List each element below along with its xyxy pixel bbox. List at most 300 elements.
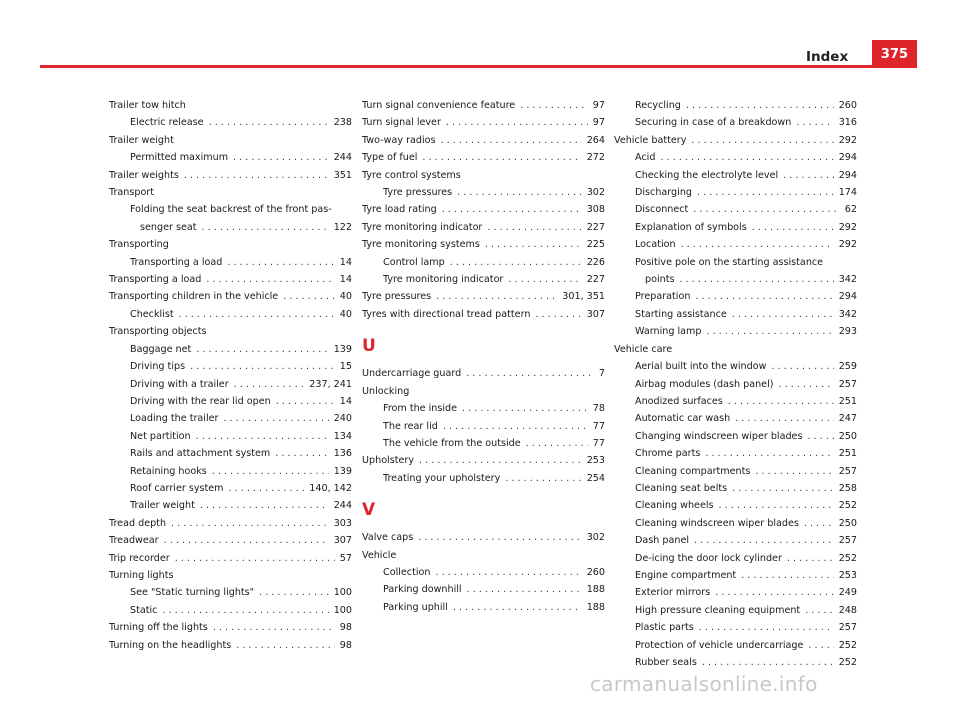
dot-leader bbox=[462, 400, 588, 417]
index-subentry bbox=[614, 445, 857, 462]
index-entry-label: Cleaning seat belts bbox=[635, 482, 728, 494]
index-subentry bbox=[614, 288, 857, 305]
index-entry-page: 303 bbox=[333, 517, 352, 529]
index-column-3 bbox=[614, 97, 857, 671]
index-entry-label: Positive pole on the starting assistance bbox=[635, 256, 824, 268]
dot-leader bbox=[752, 219, 834, 236]
index-entry bbox=[109, 201, 352, 236]
index-entry-page: 302 bbox=[586, 187, 605, 199]
index-entry-page: 293 bbox=[838, 326, 857, 338]
index-entry-page: 100 bbox=[333, 604, 352, 616]
index-subentry bbox=[614, 497, 857, 514]
index-entry-page: 316 bbox=[838, 117, 857, 129]
index-subentry bbox=[109, 428, 352, 445]
index-entry-label: Tyre pressures bbox=[362, 291, 432, 303]
dot-leader bbox=[695, 288, 833, 305]
index-entry-page: 15 bbox=[339, 361, 352, 373]
index-entry-page: 264 bbox=[586, 134, 605, 146]
index-entry-page: 136 bbox=[333, 448, 352, 460]
index-entry-page: 342 bbox=[838, 308, 857, 320]
index-entry-label: Cleaning windscreen wiper blades bbox=[635, 517, 799, 529]
index-entry-page: 292 bbox=[838, 221, 857, 233]
dot-leader bbox=[508, 271, 581, 288]
index-subentry bbox=[362, 581, 605, 598]
index-entry-page: 294 bbox=[838, 169, 857, 181]
dot-leader bbox=[276, 393, 335, 410]
index-subentry bbox=[614, 637, 857, 654]
index-entry-page: 247 bbox=[838, 413, 857, 425]
index-subentry bbox=[362, 470, 605, 487]
index-subentry bbox=[614, 358, 857, 375]
index-entry-page: 140, 142 bbox=[309, 482, 352, 494]
index-entry-page: 40 bbox=[339, 308, 352, 320]
dot-leader bbox=[466, 365, 594, 382]
index-entry-page: 14 bbox=[339, 395, 352, 407]
index-entry-label: Turning on the headlights bbox=[109, 639, 232, 651]
index-entry bbox=[109, 550, 352, 567]
section-letter-heading: V bbox=[362, 500, 376, 521]
dot-leader bbox=[681, 236, 834, 253]
index-subentry bbox=[614, 114, 857, 131]
index-subentry bbox=[109, 497, 352, 514]
index-entry-page: 97 bbox=[592, 100, 605, 111]
index-entry-page: 307 bbox=[333, 535, 352, 547]
index-entry-page: 7 bbox=[598, 368, 605, 380]
index-entry-label: Warning lamp bbox=[635, 326, 702, 338]
dot-leader bbox=[422, 149, 581, 166]
index-entry-page: 134 bbox=[333, 430, 352, 442]
index-entry bbox=[362, 365, 605, 382]
index-entry-label: Chrome parts bbox=[635, 448, 701, 460]
dot-leader bbox=[808, 637, 833, 654]
dot-leader bbox=[196, 341, 328, 358]
index-entry-page: 252 bbox=[838, 657, 857, 668]
dot-leader bbox=[693, 201, 839, 218]
index-subentry bbox=[109, 254, 352, 271]
index-entry-label: Turn signal convenience feature bbox=[362, 100, 516, 111]
index-entry-label: Checking the electrolyte level bbox=[635, 169, 779, 181]
index-entry bbox=[362, 452, 605, 469]
watermark: carmanualsonline.info bbox=[590, 672, 818, 696]
index-entry-label: Starting assistance bbox=[635, 308, 727, 320]
index-entry-label: Acid bbox=[635, 152, 656, 164]
dot-leader bbox=[233, 149, 329, 166]
index-entry-label: Automatic car wash bbox=[635, 413, 731, 425]
dot-leader bbox=[732, 480, 834, 497]
index-entry bbox=[109, 323, 352, 340]
index-entry-label: Trailer tow hitch bbox=[109, 100, 186, 111]
index-subentry bbox=[614, 602, 857, 619]
index-subentry bbox=[109, 149, 352, 166]
index-entry-page: 253 bbox=[586, 455, 605, 467]
index-entry-label: The rear lid bbox=[383, 420, 438, 432]
dot-leader bbox=[706, 323, 833, 340]
index-entry bbox=[362, 306, 605, 323]
index-subentry bbox=[362, 435, 605, 452]
index-subentry bbox=[109, 306, 352, 323]
dot-leader bbox=[686, 97, 834, 114]
section-letter-heading: U bbox=[362, 336, 376, 357]
index-entry bbox=[614, 254, 857, 289]
index-entry-page: 250 bbox=[838, 517, 857, 529]
dot-leader bbox=[206, 271, 334, 288]
dot-leader bbox=[804, 515, 834, 532]
dot-leader bbox=[227, 254, 334, 271]
index-entry-label: Aerial built into the window bbox=[635, 361, 767, 373]
dot-leader bbox=[162, 602, 328, 619]
index-subentry bbox=[362, 400, 605, 417]
index-entry-page: 294 bbox=[838, 291, 857, 303]
index-entry-label: Location bbox=[635, 239, 676, 251]
index-subentry bbox=[109, 114, 352, 131]
index-subentry bbox=[614, 480, 857, 497]
index-entry-label: Explanation of symbols bbox=[635, 221, 747, 233]
dot-leader bbox=[171, 515, 329, 532]
index-entry-label: Recycling bbox=[635, 100, 681, 111]
dot-leader bbox=[485, 236, 582, 253]
index-entry-label: Disconnect bbox=[635, 204, 689, 216]
dot-leader bbox=[715, 584, 833, 601]
dot-leader bbox=[441, 132, 582, 149]
index-entry-label: Control lamp bbox=[383, 256, 445, 268]
index-entry-label: Transporting bbox=[109, 239, 169, 251]
dot-leader bbox=[450, 254, 582, 271]
index-subentry bbox=[614, 515, 857, 532]
index-subentry bbox=[614, 306, 857, 323]
index-entry bbox=[109, 288, 352, 305]
dot-leader bbox=[190, 358, 335, 375]
index-entry bbox=[614, 341, 857, 358]
page-number-badge: 375 bbox=[872, 40, 917, 68]
index-entry-page: 174 bbox=[838, 187, 857, 199]
index-entry-page: 257 bbox=[838, 378, 857, 390]
index-entry-page: 227 bbox=[586, 221, 605, 233]
index-entry-label: Discharging bbox=[635, 187, 692, 199]
index-entry bbox=[362, 529, 605, 546]
index-entry-label: Cleaning wheels bbox=[635, 500, 714, 512]
index-entry-page: 257 bbox=[838, 535, 857, 547]
dot-leader bbox=[175, 550, 335, 567]
dot-leader bbox=[202, 219, 329, 236]
index-entry-page: 188 bbox=[586, 584, 605, 596]
index-entry-page: 226 bbox=[586, 256, 605, 268]
index-entry-label: Undercarriage guard bbox=[362, 368, 462, 380]
index-entry-label: Anodized surfaces bbox=[635, 395, 723, 407]
index-entry-page: 14 bbox=[339, 256, 352, 268]
index-entry-label: Two-way radios bbox=[362, 134, 436, 146]
index-entry-page: 342 bbox=[838, 274, 857, 286]
index-entry-page: 301, 351 bbox=[562, 291, 605, 303]
dot-leader bbox=[805, 602, 833, 619]
index-entry-label: Folding the seat backrest of the front pas- bbox=[130, 204, 332, 216]
dot-leader bbox=[694, 532, 834, 549]
index-entry-page: 244 bbox=[333, 152, 352, 164]
index-subentry bbox=[614, 219, 857, 236]
dot-leader bbox=[660, 149, 833, 166]
index-entry-label: Tyre monitoring systems bbox=[362, 239, 480, 251]
index-entry-page: 237, 241 bbox=[309, 378, 352, 390]
index-entry-label: Changing windscreen wiper blades bbox=[635, 430, 803, 442]
dot-leader bbox=[283, 288, 335, 305]
index-entry-label: Unlocking bbox=[362, 385, 410, 397]
dot-leader bbox=[699, 619, 834, 636]
index-entry-label: Treating your upholstery bbox=[383, 472, 501, 484]
index-entry-label: Tyre load rating bbox=[362, 204, 437, 216]
index-entry bbox=[362, 132, 605, 149]
index-subentry bbox=[614, 323, 857, 340]
index-entry-label: Upholstery bbox=[362, 455, 415, 467]
header-rule bbox=[40, 65, 917, 68]
index-subentry bbox=[109, 445, 352, 462]
dot-leader bbox=[164, 532, 329, 549]
dot-leader bbox=[442, 201, 582, 218]
index-subentry bbox=[614, 428, 857, 445]
index-entry bbox=[109, 619, 352, 636]
index-entry-page: 98 bbox=[339, 639, 352, 651]
dot-leader bbox=[196, 428, 329, 445]
dot-leader bbox=[505, 470, 581, 487]
index-entry bbox=[109, 271, 352, 288]
index-subentry bbox=[614, 376, 857, 393]
dot-leader bbox=[275, 445, 328, 462]
dot-leader bbox=[526, 435, 588, 452]
index-entry-label: Transporting children in the vehicle bbox=[109, 291, 279, 303]
index-entry-page: 272 bbox=[586, 152, 605, 164]
index-entry-label: High pressure cleaning equipment bbox=[635, 604, 801, 616]
dot-leader bbox=[419, 452, 582, 469]
index-entry-page: 14 bbox=[339, 274, 352, 286]
index-subentry bbox=[614, 550, 857, 567]
index-subentry bbox=[362, 418, 605, 435]
index-subentry bbox=[109, 341, 352, 358]
index-entry-page: 308 bbox=[586, 204, 605, 216]
index-entry-page: 254 bbox=[586, 472, 605, 484]
index-entry-page: 188 bbox=[586, 601, 605, 613]
index-entry-label: Vehicle battery bbox=[614, 134, 687, 146]
index-entry bbox=[109, 637, 352, 654]
index-entry-page: 78 bbox=[592, 403, 605, 415]
index-subentry bbox=[614, 201, 857, 218]
index-entry bbox=[362, 201, 605, 218]
index-entry-page: 257 bbox=[838, 465, 857, 477]
index-entry bbox=[362, 219, 605, 236]
index-subentry bbox=[614, 149, 857, 166]
index-entry-page: 252 bbox=[838, 552, 857, 564]
index-entry-label: Electric release bbox=[130, 117, 204, 129]
index-entry-label: Cleaning compartments bbox=[635, 465, 751, 477]
dot-leader bbox=[728, 393, 834, 410]
index-entry-label: See "Static turning lights" bbox=[130, 587, 255, 599]
index-entry-page: 250 bbox=[838, 430, 857, 442]
index-subentry bbox=[362, 271, 605, 288]
index-entry-label: Parking downhill bbox=[383, 584, 462, 596]
index-entry-label: Driving tips bbox=[130, 361, 186, 373]
index-entry-label: Tyre pressures bbox=[383, 187, 453, 199]
dot-leader bbox=[771, 358, 833, 375]
dot-leader bbox=[535, 306, 581, 323]
index-entry-label: Protection of vehicle undercarriage bbox=[635, 639, 804, 651]
index-entry-page: 257 bbox=[838, 622, 857, 634]
index-entry-label: De-icing the door lock cylinder bbox=[635, 552, 782, 564]
dot-leader bbox=[787, 550, 834, 567]
index-entry bbox=[362, 114, 605, 131]
dot-leader bbox=[446, 114, 588, 131]
dot-leader bbox=[520, 97, 588, 114]
index-entry-label: Transporting objects bbox=[109, 326, 207, 338]
index-entry-label: Turning lights bbox=[109, 569, 174, 581]
index-entry-label: The vehicle from the outside bbox=[383, 437, 521, 449]
index-entry-label: Airbag modules (dash panel) bbox=[635, 378, 774, 390]
index-subentry bbox=[109, 393, 352, 410]
dot-leader bbox=[691, 132, 833, 149]
dot-leader bbox=[755, 463, 833, 480]
index-entry-page: 302 bbox=[586, 532, 605, 544]
index-entry-label: Driving with a trailer bbox=[130, 378, 229, 390]
dot-leader bbox=[702, 654, 834, 671]
index-entry bbox=[109, 567, 352, 584]
index-entry bbox=[614, 132, 857, 149]
dot-leader bbox=[778, 376, 833, 393]
dot-leader bbox=[436, 288, 557, 305]
index-subentry bbox=[109, 480, 352, 497]
index-subentry bbox=[614, 654, 857, 671]
index-entry-label: Tyres with directional tread pattern bbox=[362, 308, 531, 320]
dot-leader bbox=[453, 599, 582, 616]
index-entry bbox=[109, 132, 352, 149]
index-subentry bbox=[109, 602, 352, 619]
dot-leader bbox=[443, 418, 588, 435]
dot-leader bbox=[184, 167, 329, 184]
index-entry-label: Loading the trailer bbox=[130, 413, 219, 425]
index-entry-label: Rubber seals bbox=[635, 657, 697, 668]
index-entry-page: 260 bbox=[838, 100, 857, 111]
dot-leader bbox=[259, 584, 329, 601]
index-entry-label: Dash panel bbox=[635, 535, 690, 547]
index-entry bbox=[362, 97, 605, 114]
index-subentry bbox=[109, 410, 352, 427]
index-entry-page: 258 bbox=[838, 482, 857, 494]
index-entry bbox=[362, 383, 605, 400]
index-entry-label: Trailer weight bbox=[130, 500, 195, 512]
index-entry-label: Roof carrier system bbox=[130, 482, 224, 494]
index-entry-page: 77 bbox=[592, 437, 605, 449]
index-entry-page: 248 bbox=[838, 604, 857, 616]
index-subentry bbox=[614, 236, 857, 253]
index-entry bbox=[362, 547, 605, 564]
index-entry-label: Engine compartment bbox=[635, 569, 737, 581]
index-entry-label: Net partition bbox=[130, 430, 191, 442]
index-subentry bbox=[614, 393, 857, 410]
dot-leader bbox=[807, 428, 833, 445]
index-entry-label: Transport bbox=[109, 187, 155, 199]
index-subentry bbox=[614, 567, 857, 584]
index-entry-label: Turning off the lights bbox=[109, 622, 208, 634]
dot-leader bbox=[796, 114, 833, 131]
index-entry-label: Type of fuel bbox=[362, 152, 418, 164]
index-entry bbox=[362, 149, 605, 166]
dot-leader bbox=[234, 376, 305, 393]
dot-leader bbox=[236, 637, 335, 654]
index-entry-page: 307 bbox=[586, 308, 605, 320]
dot-leader bbox=[467, 581, 582, 598]
dot-leader bbox=[212, 463, 329, 480]
index-entry-label: Securing in case of a breakdown bbox=[635, 117, 792, 129]
index-subentry bbox=[109, 584, 352, 601]
dot-leader bbox=[200, 497, 329, 514]
index-column-2 bbox=[362, 97, 605, 616]
dot-leader bbox=[209, 114, 329, 131]
index-entry-page: 225 bbox=[586, 239, 605, 251]
index-entry bbox=[362, 167, 605, 184]
index-entry bbox=[362, 236, 605, 253]
index-subentry bbox=[614, 584, 857, 601]
index-entry-page: 292 bbox=[838, 239, 857, 251]
index-entry-page: 259 bbox=[838, 361, 857, 373]
index-entry-label: Vehicle bbox=[362, 549, 397, 561]
dot-leader bbox=[732, 306, 834, 323]
index-entry-label: Tyre monitoring indicator bbox=[362, 221, 483, 233]
index-entry-label-continuation: points bbox=[645, 274, 675, 286]
index-entry-page: 97 bbox=[592, 117, 605, 129]
dot-leader bbox=[697, 184, 834, 201]
dot-leader bbox=[487, 219, 581, 236]
dot-leader bbox=[705, 445, 833, 462]
index-subentry bbox=[614, 410, 857, 427]
index-entry-page: 98 bbox=[339, 622, 352, 634]
index-entry bbox=[109, 532, 352, 549]
index-subentry bbox=[614, 167, 857, 184]
index-entry-page: 40 bbox=[339, 291, 352, 303]
index-entry-label: Retaining hooks bbox=[130, 465, 207, 477]
index-entry-label: Transporting a load bbox=[130, 256, 223, 268]
index-column-1 bbox=[109, 97, 352, 654]
index-entry-label: Collection bbox=[383, 566, 431, 578]
dot-leader bbox=[213, 619, 335, 636]
index-entry-page: 294 bbox=[838, 152, 857, 164]
index-entry-page: 77 bbox=[592, 420, 605, 432]
index-entry-page: 238 bbox=[333, 117, 352, 129]
index-subentry bbox=[362, 564, 605, 581]
index-entry-label: Tread depth bbox=[109, 517, 167, 529]
index-subentry bbox=[362, 184, 605, 201]
index-entry-label: Checklist bbox=[130, 308, 174, 320]
index-entry-label: Driving with the rear lid open bbox=[130, 395, 271, 407]
index-subentry bbox=[614, 619, 857, 636]
index-entry-label: Trailer weights bbox=[109, 169, 179, 181]
index-entry-page: 249 bbox=[838, 587, 857, 599]
index-subentry bbox=[614, 97, 857, 114]
index-subentry bbox=[109, 463, 352, 480]
index-entry-label: Trip recorder bbox=[109, 552, 170, 564]
index-entry-label-continuation: senger seat bbox=[140, 221, 197, 233]
index-entry-label: Treadwear bbox=[109, 535, 159, 547]
index-entry-page: 292 bbox=[838, 134, 857, 146]
index-entry-label: Trailer weight bbox=[109, 134, 174, 146]
index-entry-label: Exterior mirrors bbox=[635, 587, 711, 599]
dot-leader bbox=[679, 271, 833, 288]
index-entry bbox=[109, 236, 352, 253]
index-entry bbox=[109, 97, 352, 114]
index-entry-label: From the inside bbox=[383, 403, 458, 415]
dot-leader bbox=[179, 306, 335, 323]
index-subentry bbox=[614, 463, 857, 480]
index-entry-page: 57 bbox=[339, 552, 352, 564]
index-entry-label: Static bbox=[130, 604, 158, 616]
index-entry-label: Tyre monitoring indicator bbox=[383, 274, 504, 286]
index-subentry bbox=[362, 599, 605, 616]
index-subentry bbox=[614, 184, 857, 201]
dot-leader bbox=[418, 529, 581, 546]
